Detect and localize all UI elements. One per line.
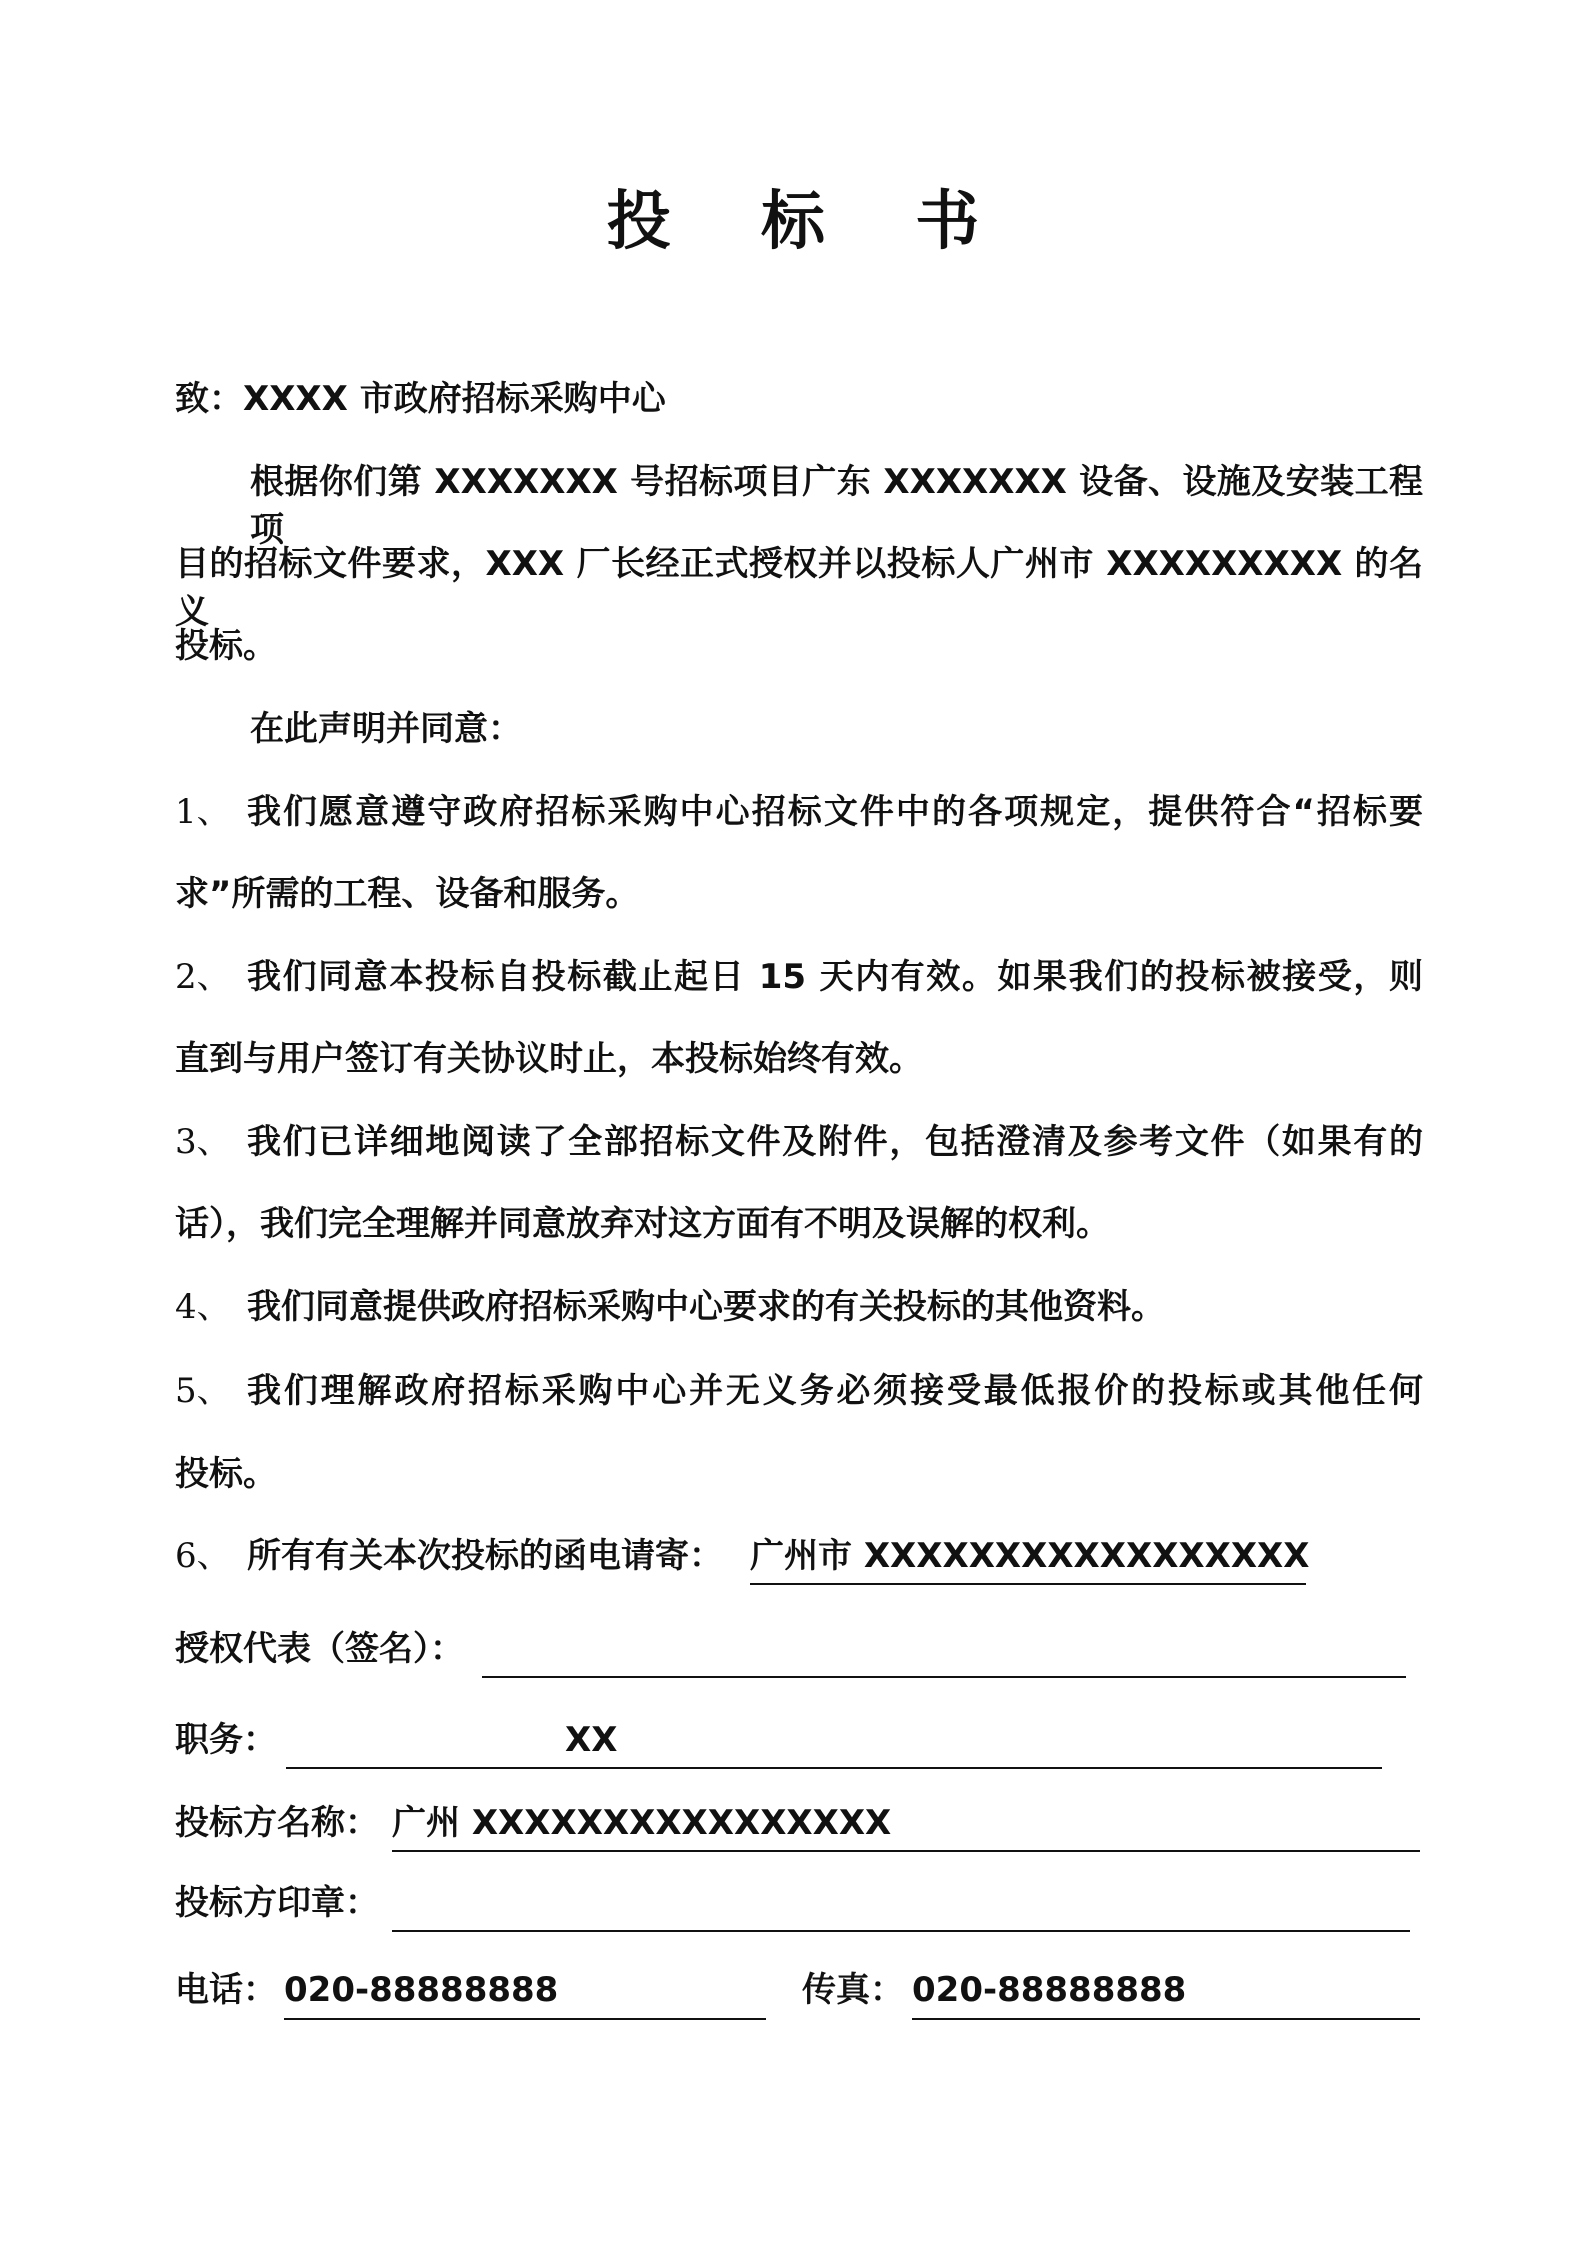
list-item bbox=[175, 953, 1423, 1001]
list-item-number: 4、 bbox=[175, 1287, 231, 1327]
list-item bbox=[175, 1118, 1423, 1166]
bidder-name-field bbox=[392, 1850, 1420, 1852]
list-item bbox=[175, 788, 1423, 836]
bidder-name-label: 投标方名称： bbox=[175, 1803, 379, 1843]
position-field bbox=[286, 1767, 1382, 1769]
position-label: 职务： bbox=[175, 1720, 277, 1760]
recipient-line: 致：XXXX 市政府招标采购中心 bbox=[175, 379, 666, 419]
list-item-number: 3、 bbox=[175, 1122, 231, 1162]
signature-label: 授权代表（签名）： bbox=[175, 1629, 464, 1669]
list-item-text: 我们同意本投标自投标截止起日 15 天内有效。如果我们的投标被接受，则 bbox=[247, 957, 1423, 997]
list-item-text: 我们理解政府招标采购中心并无义务必须接受最低报价的投标或其他任何 bbox=[247, 1371, 1423, 1411]
list-item-continuation: 求”所需的工程、设备和服务。 bbox=[175, 874, 640, 914]
fax-value: 020-88888888 bbox=[912, 1970, 1187, 2010]
list-item-text: 我们愿意遵守政府招标采购中心招标文件中的各项规定，提供符合“招标要 bbox=[247, 792, 1423, 832]
mailing-address-value: 广州市 XXXXXXXXXXXXXXXXX bbox=[750, 1536, 1310, 1576]
fax-label: 传真： bbox=[802, 1970, 904, 2010]
list-item-text: 我们已详细地阅读了全部招标文件及附件，包括澄清及参考文件（如果有的 bbox=[247, 1122, 1423, 1162]
list-item-text: 我们同意提供政府招标采购中心要求的有关投标的其他资料。 bbox=[247, 1287, 1165, 1327]
declaration-line: 在此声明并同意： bbox=[250, 709, 522, 749]
page-title: 投 标 书 bbox=[606, 185, 1014, 259]
signature-field bbox=[482, 1676, 1406, 1678]
phone-field bbox=[284, 2018, 766, 2020]
phone-value: 020-88888888 bbox=[284, 1970, 559, 2010]
seal-field bbox=[392, 1930, 1410, 1932]
intro-line-2: 目的招标文件要求，XXX 厂长经正式授权并以投标人广州市 XXXXXXXXX 的名义 bbox=[175, 544, 1423, 632]
mailing-address-underline bbox=[750, 1583, 1306, 1585]
seal-label: 投标方印章： bbox=[175, 1883, 379, 1923]
list-item bbox=[175, 1532, 723, 1580]
list-item-number: 1、 bbox=[175, 792, 231, 832]
list-item-continuation: 直到与用户签订有关协议时止，本投标始终有效。 bbox=[175, 1039, 923, 1079]
list-item bbox=[175, 1367, 1423, 1415]
list-item-number: 5、 bbox=[175, 1371, 231, 1411]
list-item-number: 2、 bbox=[175, 957, 231, 997]
intro-line-3: 投标。 bbox=[175, 626, 277, 666]
bidder-name-value: 广州 XXXXXXXXXXXXXXXX bbox=[392, 1803, 892, 1843]
position-value: XX bbox=[565, 1720, 618, 1760]
phone-label: 电话： bbox=[175, 1970, 277, 2010]
list-item-continuation: 话），我们完全理解并同意放弃对这方面有不明及误解的权利。 bbox=[175, 1204, 1110, 1244]
intro-line-1: 根据你们第 XXXXXXX 号招标项目广东 XXXXXXX 设备、设施及安装工程项 bbox=[250, 462, 1423, 550]
fax-field bbox=[912, 2018, 1420, 2020]
list-item bbox=[175, 1283, 1423, 1331]
list-item-number: 6、 bbox=[175, 1536, 231, 1576]
mailing-address-label: 所有有关本次投标的函电请寄： bbox=[247, 1536, 723, 1576]
list-item-continuation: 投标。 bbox=[175, 1454, 277, 1494]
